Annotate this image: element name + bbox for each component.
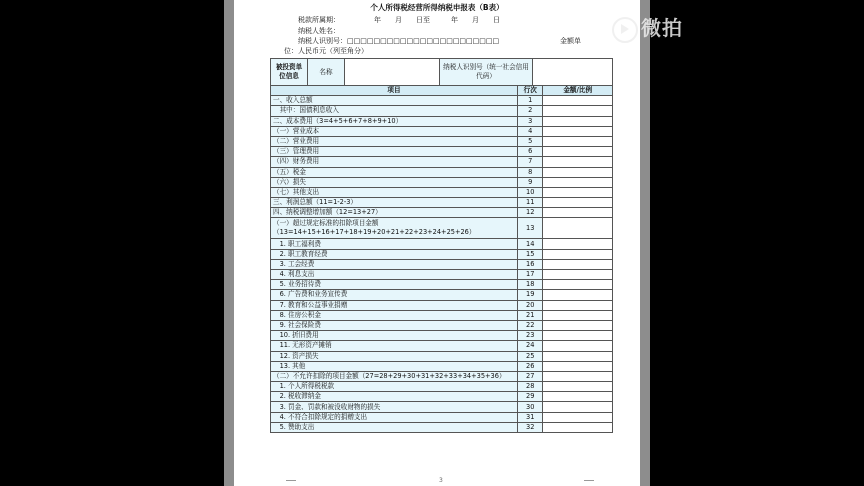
table-row (271, 371, 613, 381)
row-amount-field[interactable] (543, 218, 613, 239)
form-title: 个人所得税经营所得纳税申报表（B表） (370, 3, 504, 12)
unit-right: 金额单 (560, 37, 581, 45)
row-line: 27 (518, 371, 543, 381)
table-row (271, 116, 613, 126)
row-line: 12 (518, 208, 543, 218)
row-amount-field[interactable] (543, 249, 613, 259)
table-row (271, 218, 613, 239)
row-amount-field[interactable] (543, 239, 613, 249)
row-amount-field[interactable] (543, 187, 613, 197)
row-amount-field[interactable] (543, 422, 613, 432)
row-line: 26 (518, 361, 543, 371)
row-item: 3. 工会经费 (271, 259, 518, 269)
page-number: 3 (439, 477, 443, 484)
row-line: 25 (518, 351, 543, 361)
document-page (234, 0, 640, 486)
row-item: 6. 广告费和业务宣传费 (271, 290, 518, 300)
row-line: 3 (518, 116, 543, 126)
row-line: 5 (518, 136, 543, 146)
investee-name-label: 名称 (308, 59, 345, 85)
row-item: （二）营业费用 (271, 136, 518, 146)
table-row (271, 136, 613, 146)
row-item: 8. 住房公积金 (271, 310, 518, 320)
row-amount-field[interactable] (543, 116, 613, 126)
row-line: 22 (518, 320, 543, 330)
row-line: 15 (518, 249, 543, 259)
row-line: 6 (518, 147, 543, 157)
watermark (612, 12, 683, 43)
row-amount-field[interactable] (543, 402, 613, 412)
header-amount: 金额/比例 (543, 86, 613, 96)
row-line: 17 (518, 270, 543, 280)
corner-mark-right (584, 480, 594, 486)
investee-row (271, 59, 613, 86)
table-row (271, 177, 613, 187)
row-amount-field[interactable] (543, 300, 613, 310)
row-item: 9. 社会保险费 (271, 320, 518, 330)
table-row (271, 331, 613, 341)
table-row (271, 198, 613, 208)
row-item: （六）损失 (271, 177, 518, 187)
row-line: 31 (518, 412, 543, 422)
row-line: 14 (518, 239, 543, 249)
row-line: 13 (518, 218, 543, 239)
row-line: 10 (518, 187, 543, 197)
table-row (271, 341, 613, 351)
investee-label: 被投资单位信息 (271, 59, 308, 85)
row-item: 4. 利息支出 (271, 270, 518, 280)
table-row (271, 239, 613, 249)
taxpayer-id-label: 纳税人识别号：□□□□□□□□□□□□□□□□□□□□□□□ (298, 37, 500, 45)
row-amount-field[interactable] (543, 331, 613, 341)
row-item: 11. 无形资产摊销 (271, 341, 518, 351)
row-item: （一）超过规定标准的扣除项目金额（13=14+15+16+17+18+19+20+21+22+23+24+25+26） (271, 218, 518, 239)
left-margin (224, 0, 234, 486)
row-line: 11 (518, 198, 543, 208)
row-amount-field[interactable] (543, 106, 613, 116)
row-line: 29 (518, 392, 543, 402)
row-item: （二）不允许扣除的项目金额（27=28+29+30+31+32+33+34+35+36） (271, 371, 518, 381)
header-line: 行次 (518, 86, 543, 96)
table-row (271, 382, 613, 392)
row-amount-field[interactable] (543, 259, 613, 269)
row-amount-field[interactable] (543, 136, 613, 146)
row-item: 2. 职工教育经费 (271, 249, 518, 259)
row-item: 7. 教育和公益事业捐赠 (271, 300, 518, 310)
row-amount-field[interactable] (543, 208, 613, 218)
table-row (271, 259, 613, 269)
row-item: （三）管理费用 (271, 147, 518, 157)
table-row (271, 320, 613, 330)
investee-id-label: 纳税人识别号（统一社会信用代码） (440, 59, 533, 85)
row-amount-field[interactable] (543, 412, 613, 422)
period-label: 税款所属期： (298, 16, 340, 24)
table-row (271, 96, 613, 106)
row-line: 16 (518, 259, 543, 269)
camera-logo-icon (612, 17, 638, 43)
row-amount-field[interactable] (543, 280, 613, 290)
row-line: 30 (518, 402, 543, 412)
table-row (271, 402, 613, 412)
row-amount-field[interactable] (543, 382, 613, 392)
row-item: （四）财务费用 (271, 157, 518, 167)
row-amount-field[interactable] (543, 310, 613, 320)
row-amount-field[interactable] (543, 351, 613, 361)
row-item: 三、利润总额（11=1-2-3） (271, 198, 518, 208)
row-line: 1 (518, 96, 543, 106)
table-row (271, 310, 613, 320)
row-line: 8 (518, 167, 543, 177)
header-item: 项目 (271, 86, 518, 96)
row-amount-field[interactable] (543, 361, 613, 371)
row-line: 9 (518, 177, 543, 187)
row-item: 3. 罚金、罚款和被没收财物的损失 (271, 402, 518, 412)
row-amount-field[interactable] (543, 126, 613, 136)
corner-mark-left (286, 480, 296, 486)
row-amount-field[interactable] (543, 147, 613, 157)
table-row (271, 422, 613, 432)
row-line: 20 (518, 300, 543, 310)
row-item: 5. 赞助支出 (271, 422, 518, 432)
row-amount-field[interactable] (543, 177, 613, 187)
row-item: 13. 其他 (271, 361, 518, 371)
table-row (271, 280, 613, 290)
row-line: 18 (518, 280, 543, 290)
row-amount-field[interactable] (543, 198, 613, 208)
tax-form-table (270, 58, 613, 433)
row-item: 10. 折旧费用 (271, 331, 518, 341)
watermark-text: 微拍 (641, 16, 683, 40)
row-line: 21 (518, 310, 543, 320)
row-line: 4 (518, 126, 543, 136)
period-value: 年 月 日至 年 月 日 (374, 16, 500, 24)
row-item: 12. 资产损失 (271, 351, 518, 361)
row-item: （五）税金 (271, 167, 518, 177)
row-line: 7 (518, 157, 543, 167)
row-item: 二、成本费用（3=4+5+6+7+8+9+10） (271, 116, 518, 126)
table-row (271, 167, 613, 177)
row-item: 四、纳税调整增加额（12=13+27） (271, 208, 518, 218)
row-line: 19 (518, 290, 543, 300)
unit-left: 位：人民币元（列至角分） (284, 47, 368, 55)
investee-id-field[interactable] (533, 59, 613, 85)
row-item: 其中：国债利息收入 (271, 106, 518, 116)
right-margin (640, 0, 650, 486)
table-row (271, 392, 613, 402)
table-header (271, 86, 613, 96)
table-row (271, 157, 613, 167)
table-row (271, 361, 613, 371)
row-amount-field[interactable] (543, 270, 613, 280)
row-item: 1. 职工福利费 (271, 239, 518, 249)
table-row (271, 208, 613, 218)
table-row (271, 351, 613, 361)
row-line: 23 (518, 331, 543, 341)
table-row (271, 147, 613, 157)
row-amount-field[interactable] (543, 371, 613, 381)
row-line: 28 (518, 382, 543, 392)
row-amount-field[interactable] (543, 157, 613, 167)
row-item: 1. 个人所得税税款 (271, 382, 518, 392)
row-item: （七）其他支出 (271, 187, 518, 197)
table-row (271, 106, 613, 116)
table-row (271, 300, 613, 310)
row-amount-field[interactable] (543, 320, 613, 330)
table-row (271, 290, 613, 300)
row-item: 4. 不符合扣除规定的捐赠支出 (271, 412, 518, 422)
table-row (271, 187, 613, 197)
row-amount-field[interactable] (543, 392, 613, 402)
row-line: 2 (518, 106, 543, 116)
taxpayer-name-label: 纳税人姓名： (298, 27, 340, 35)
table-row (271, 249, 613, 259)
row-item: 5. 业务招待费 (271, 280, 518, 290)
row-line: 24 (518, 341, 543, 351)
table-row (271, 412, 613, 422)
row-amount-field[interactable] (543, 290, 613, 300)
row-item: 一、收入总额 (271, 96, 518, 106)
row-item: （一）营业成本 (271, 126, 518, 136)
row-line: 32 (518, 422, 543, 432)
row-item: 2. 税收滞纳金 (271, 392, 518, 402)
row-amount-field[interactable] (543, 96, 613, 106)
investee-name-field[interactable] (345, 59, 440, 85)
row-amount-field[interactable] (543, 167, 613, 177)
row-amount-field[interactable] (543, 341, 613, 351)
table-row (271, 126, 613, 136)
table-row (271, 270, 613, 280)
